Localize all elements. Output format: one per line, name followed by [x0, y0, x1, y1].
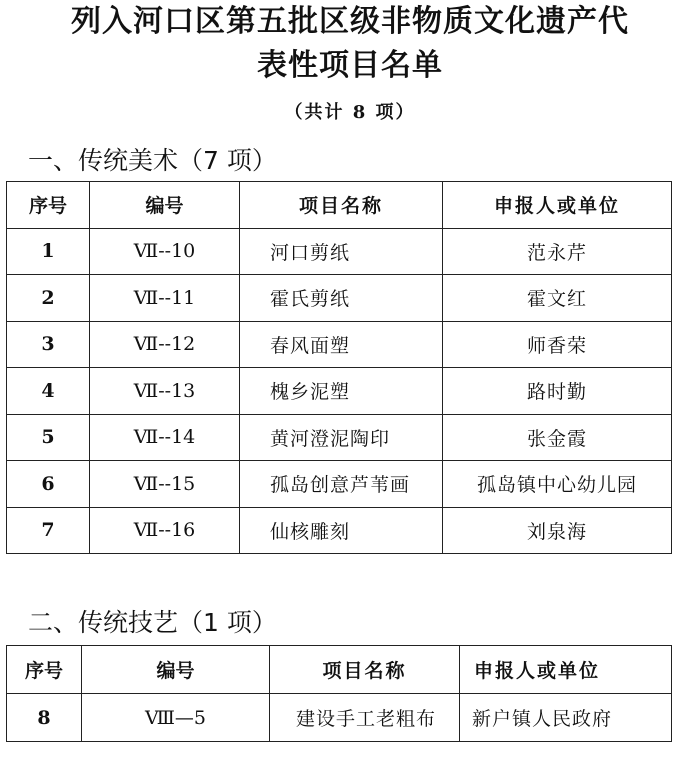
row-code: Ⅶ--12 [90, 321, 240, 368]
traditional-craft-table [6, 645, 672, 742]
row-applicant: 师香荣 [443, 321, 672, 368]
table-row [7, 275, 672, 322]
column-header-code: 编号 [90, 182, 240, 229]
row-code: Ⅶ--13 [90, 368, 240, 415]
row-project-name: 黄河澄泥陶印 [240, 414, 443, 461]
row-project-name: 孤岛创意芦苇画 [240, 461, 443, 508]
column-header-project-name: 项目名称 [270, 646, 460, 694]
document-title-line-1: 列入河口区第五批区级非物质文化遗产代 [71, 4, 629, 39]
row-code: Ⅶ--10 [90, 228, 240, 275]
table-row [7, 368, 672, 415]
document-title-line-2: 表性项目名单 [257, 48, 443, 83]
row-project-name: 槐乡泥塑 [240, 368, 443, 415]
row-code: Ⅶ--15 [90, 461, 240, 508]
row-number: 2 [7, 275, 90, 322]
section-heading-traditional-art: 一、传统美术（7 项） [28, 146, 277, 175]
column-header-code: 编号 [82, 646, 270, 694]
row-number: 6 [7, 461, 90, 508]
document-subtitle: （共计 8 项） [284, 102, 416, 123]
row-applicant: 范永芹 [443, 228, 672, 275]
table-row [7, 414, 672, 461]
row-applicant: 张金霞 [443, 414, 672, 461]
table-row [7, 507, 672, 554]
row-number: 1 [7, 228, 90, 275]
row-code: Ⅶ--14 [90, 414, 240, 461]
table-row [7, 694, 672, 742]
row-number: 7 [7, 507, 90, 554]
row-code: Ⅷ—5 [82, 694, 270, 742]
table-header-row [7, 646, 672, 694]
row-number: 3 [7, 321, 90, 368]
row-project-name: 河口剪纸 [240, 228, 443, 275]
row-applicant: 路时勤 [443, 368, 672, 415]
row-applicant: 孤岛镇中心幼儿园 [443, 461, 672, 508]
row-project-name: 霍氏剪纸 [240, 275, 443, 322]
row-applicant: 霍文红 [443, 275, 672, 322]
row-number: 4 [7, 368, 90, 415]
section-heading-traditional-craft: 二、传统技艺（1 项） [28, 608, 277, 637]
column-header-number: 序号 [7, 646, 82, 694]
table-row [7, 228, 672, 275]
column-header-applicant: 申报人或单位 [443, 182, 672, 229]
row-project-name: 仙核雕刻 [240, 507, 443, 554]
row-applicant: 新户镇人民政府 [460, 694, 672, 742]
row-applicant: 刘泉海 [443, 507, 672, 554]
traditional-art-table [6, 181, 672, 554]
row-number: 5 [7, 414, 90, 461]
row-code: Ⅶ--11 [90, 275, 240, 322]
row-project-name: 建设手工老粗布 [270, 694, 460, 742]
column-header-applicant: 申报人或单位 [460, 646, 672, 694]
row-project-name: 春风面塑 [240, 321, 443, 368]
column-header-number: 序号 [7, 182, 90, 229]
table-row [7, 461, 672, 508]
row-number: 8 [7, 694, 82, 742]
row-code: Ⅶ--16 [90, 507, 240, 554]
column-header-project-name: 项目名称 [240, 182, 443, 229]
table-row [7, 321, 672, 368]
table-header-row [7, 182, 672, 229]
